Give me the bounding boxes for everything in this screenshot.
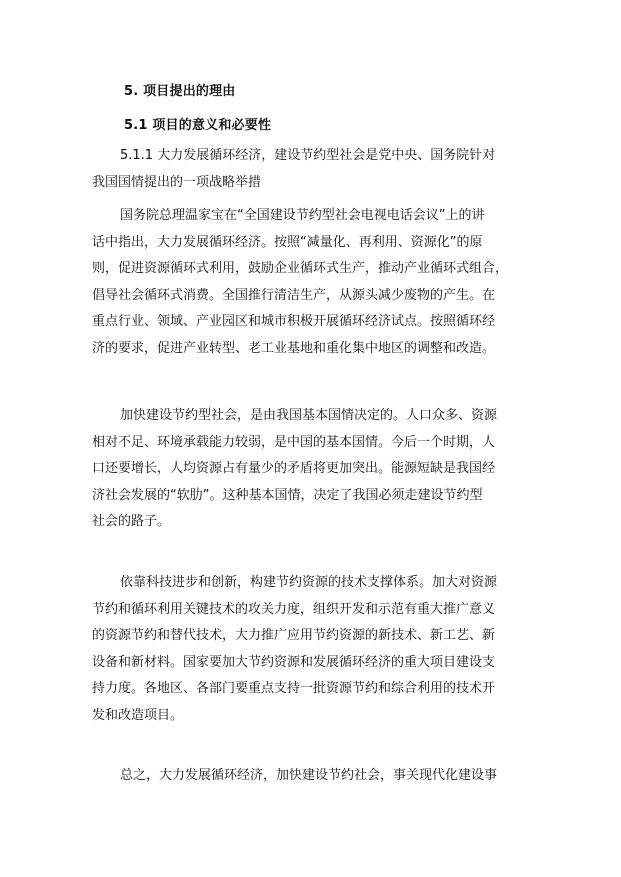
paragraph-line: 口还要增长，人均资源占有量少的矛盾将更加突出。能源短缺是我国经 (92, 461, 496, 476)
paragraph-line: 倡导社会循环式消费。全国推行清洁生产，从源头减少废物的产生。在 (92, 287, 496, 303)
paragraph-line: 则，促进资源循环式利用，鼓励企业循环式生产，推动产业循环式组合， (92, 261, 509, 276)
paragraph-line: 社会的路子。 (92, 514, 171, 529)
paragraph-line: 济社会发展的“软肋”。这种基本国情，决定了我国必须走建设节约型 (92, 487, 483, 503)
paragraph-line: 发和改造项目。 (92, 707, 184, 723)
paragraph-3 (92, 570, 552, 729)
sub-heading (92, 143, 552, 196)
paragraph-1 (92, 203, 552, 362)
paragraph-4 (92, 763, 552, 790)
paragraph-line: 节约和循环利用关键技术的攻关力度，组织开发和示范有重大推广意义 (92, 601, 496, 617)
paragraph-line: 设备和新材料。国家要加大节约资源和发展循环经济的重大项目建设支 (92, 654, 496, 670)
sub-heading-line: 我国国情提出的一项战略举措 (92, 174, 262, 190)
paragraph-line: 加快建设节约型社会，是由我国基本国情决定的。人口众多、资源 (120, 408, 498, 423)
paragraph-line: 相对不足、环境承载能力较弱，是中国的基本国情。今后一个时期，人 (92, 434, 496, 450)
section-title: 5. 项目提出的理由 (124, 84, 236, 99)
sub-heading-line: 5.1.1 大力发展循环经济，建设节约型社会是党中央、国务院针对 (120, 148, 496, 163)
paragraph-line: 重点行业、领域、产业园区和城市积极开展循环经济试点。按照循环经 (92, 314, 496, 329)
paragraph-line: 话中指出，大力发展循环经济。按照“减量化、再利用、资源化”的原 (92, 234, 483, 250)
paragraph-line: 国务院总理温家宝在“全国建设节约型社会电视电话会议”上的讲 (120, 208, 485, 223)
paragraph-line: 济的要求，促进产业转型、老工业基地和重化集中地区的调整和改造。 (92, 340, 496, 356)
paragraph-line: 依靠科技进步和创新，构建节约资源的技术支撑体系。加大对资源 (120, 575, 498, 590)
paragraph-2 (92, 403, 552, 536)
paragraph-line: 的资源节约和替代技术，大力推广应用节约资源的新技术、新工艺、新 (92, 628, 496, 643)
paragraph-line: 总之，大力发展循环经济，加快建设节约社会，事关现代化建设事 (120, 768, 498, 783)
paragraph-line: 持力度。各地区、各部门要重点支持一批资源节约和综合利用的技术开 (92, 681, 496, 696)
subsection-title: 5.1 项目的意义和必要性 (124, 118, 272, 133)
